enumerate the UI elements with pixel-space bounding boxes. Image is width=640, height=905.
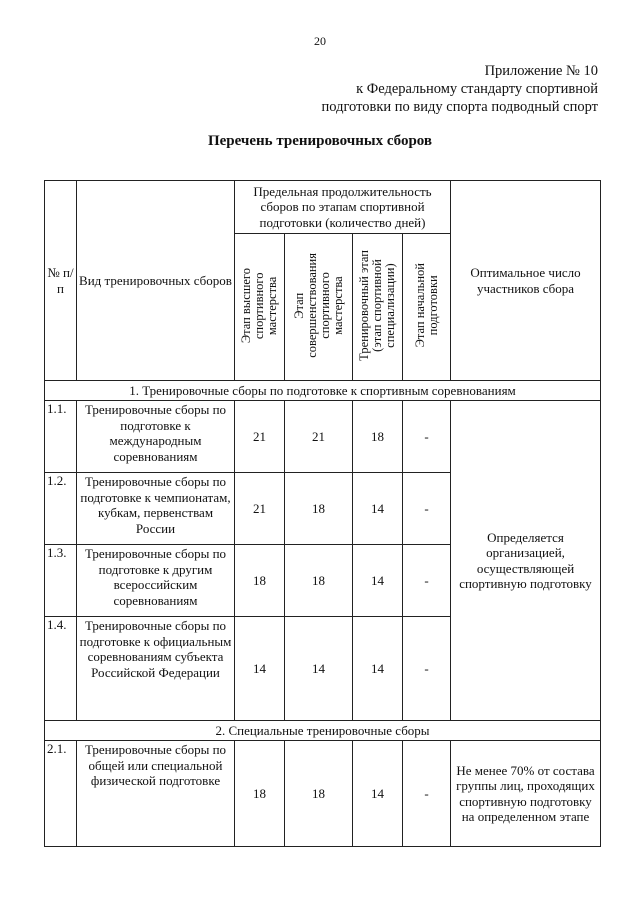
header-stage-initial: Этап начальной подготовки: [403, 234, 451, 381]
section-1-participants: Определяется организацией, осуществляющей спортивную подготовку: [451, 401, 601, 721]
row-num: 1.3.: [45, 545, 77, 617]
row-num: 1.1.: [45, 401, 77, 473]
appendix-line-2: к Федеральному стандарту спортивной: [356, 81, 598, 97]
row-name: Тренировочные сборы по подготовке к международным соревнованиям: [77, 401, 235, 473]
row-value-stage1: 21: [235, 473, 285, 545]
row-num: 2.1.: [45, 741, 77, 847]
row-value-stage4: -: [403, 473, 451, 545]
row-name: Тренировочные сборы по подготовке к чемпионатам, кубкам, первенствам России: [77, 473, 235, 545]
header-duration: Предельная продолжительность сборов по этапам спортивной подготовки (количество дней): [235, 181, 451, 234]
appendix-line-1: Приложение № 10: [484, 63, 598, 79]
row-value-stage4: -: [403, 401, 451, 473]
table-row: [45, 741, 601, 847]
training-camps-table: [44, 180, 601, 847]
row-value-stage2: 18: [285, 741, 353, 847]
header-stage-training: Тренировочный этап (этап спортивной специализации): [353, 234, 403, 381]
header-stage-improvement: Этап совершенствования спортивного мастерства: [285, 234, 353, 381]
appendix-line-3: подготовки по виду спорта подводный спорт: [321, 99, 598, 115]
row-value-stage1: 18: [235, 545, 285, 617]
header-participants: Оптимальное число участников сбора: [451, 181, 601, 381]
row-num: 1.2.: [45, 473, 77, 545]
row-value-stage3: 18: [353, 401, 403, 473]
row-value-stage3: 14: [353, 617, 403, 721]
row-value-stage4: -: [403, 617, 451, 721]
page-number: 20: [314, 34, 326, 48]
row-value-stage3: 14: [353, 545, 403, 617]
row-value-stage1: 14: [235, 617, 285, 721]
row-value-stage2: 18: [285, 473, 353, 545]
row-value-stage1: 21: [235, 401, 285, 473]
row-name: Тренировочные сборы по подготовке к официальным соревнованиям субъекта Российской Федерации: [77, 617, 235, 721]
row-value-stage4: -: [403, 545, 451, 617]
row-value-stage2: 14: [285, 617, 353, 721]
header-num: № п/п: [45, 181, 77, 381]
header-stage-higher-mastery: Этап высшего спортивного мастерства: [235, 234, 285, 381]
appendix-header: [321, 62, 598, 116]
row-value-stage1: 18: [235, 741, 285, 847]
section-2-title: 2. Специальные тренировочные сборы: [45, 721, 601, 741]
row-value-stage3: 14: [353, 473, 403, 545]
header-type: Вид тренировочных сборов: [77, 181, 235, 381]
row-value-stage4: -: [403, 741, 451, 847]
row-participants: Не менее 70% от состава группы лиц, проходящих спортивную подготовку на определенном этапе: [451, 741, 601, 847]
document-title: Перечень тренировочных сборов: [207, 133, 433, 149]
section-1-title: 1. Тренировочные сборы по подготовке к спортивным соревнованиям: [45, 381, 601, 401]
row-name: Тренировочные сборы по подготовке к другим всероссийским соревнованиям: [77, 545, 235, 617]
row-num: 1.4.: [45, 617, 77, 721]
table-row: [45, 401, 601, 473]
row-value-stage2: 21: [285, 401, 353, 473]
row-name: Тренировочные сборы по общей или специальной физической подготовке: [77, 741, 235, 847]
row-value-stage3: 14: [353, 741, 403, 847]
row-value-stage2: 18: [285, 545, 353, 617]
